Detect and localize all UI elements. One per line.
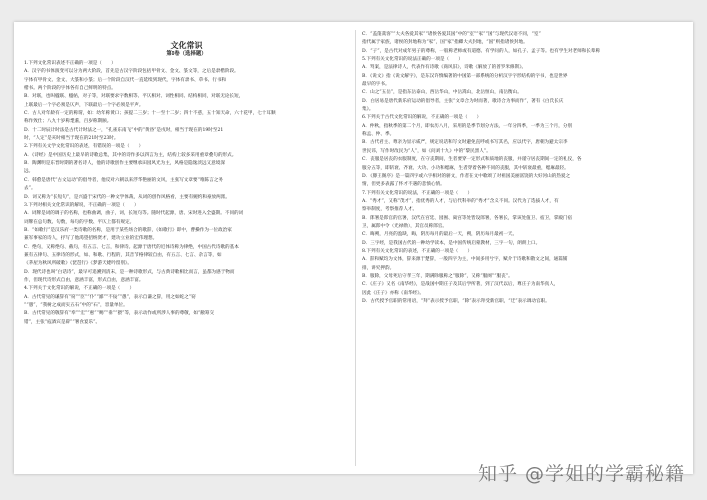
text-line: 上联最后一个字必须是仄声，下联最后一个字必须是平声。	[24, 102, 144, 108]
text-line: 情，但更多表露了怀才不遇的悲愤心情。	[362, 182, 445, 188]
text-line: 称作致仕；八九十岁称耄耋，百岁称期颐。	[24, 119, 112, 125]
text-line: 7.下列有关文化常识的说法，不正确的一项是（ ）	[362, 190, 473, 196]
text-line: D．“子”，是古代对成年男子的尊称，一般称老师或有道德、有学问的人，如孔子、孟子等。也有学生对老师和长辈称	[362, 48, 601, 54]
text-line: 2.下列有关文学文化常识的表述，有错误的一项是（ ）	[24, 144, 144, 150]
text-line: C．《庄子》又名《南华经》，是战国中期庄子及其后学所著，到了汉代以后，尊庄子为南华真人，	[362, 282, 559, 288]
text-line: 8.下列有关文化常识的表述，不正确的一项是（ ）	[362, 248, 473, 254]
text-line: 1.下列文化常识表述不正确的一项是（ ）	[24, 61, 116, 66]
text-line: 去”。	[24, 186, 36, 192]
text-line: 作，但现代诗形式自由，意涵丰富，形式自由，意涵丰富。	[24, 277, 144, 283]
text-line: B．郎署是郎官的官署，汉代在宫廷、园囿、离宫等处皆设郎署，各署长，掌该处值卫、宿卫，掌殿门宿	[362, 215, 573, 221]
text-line: 5.下列有关文化常识的说法正确的一项是（ ）	[362, 57, 463, 63]
text-line: 察举制度，考察推荐人才。	[362, 207, 418, 213]
document-page	[14, 22, 693, 474]
text-line: D．白居易是唐代新乐府运动的倡导者，主张“文章合为时而著，歌诗合为事而作”，著有《白氏长庆	[362, 98, 564, 104]
text-line: A．《诗经》是中国历史上最早的诗歌总集，其中的诗作多以四言为主，结构上较多采用重章叠句的形式。	[24, 152, 237, 158]
text-line: 服分五等，即斩衰、齐衰、大功、小功和缌麻，生者穿着各种不同的丧服，其中斩衰最重，缌麻最轻。	[362, 165, 569, 171]
text-line: 兼有五律句、五律诗的形式，如、和歌、行程的，其音节格律较自由，有五言、七言、杂言等，如	[24, 252, 222, 258]
text-line: A．仲秋，指秋季的第二个月，即农历八月，采用的是季节划分方法，一年分四季，一季为三个月，分别	[362, 123, 573, 129]
text-line: D．词又称为“长短句”，是兴盛于宋代的一种文学体裁，从词的创作风格看，主要有婉约和豪放两派。	[24, 194, 230, 200]
text-line: 词牌在总句数、句数，每句的字数、平仄上都有规定。	[24, 219, 135, 225]
text-line: A．词牌是词的调子的名称，也称曲调，曲子，词，长短句等。随时代起源，唐、宋时进入全盛期。不同的词	[24, 211, 244, 217]
right-text-block	[362, 31, 684, 306]
text-line: B．古代君主、尊亲为显示威严，规定说话和写文时避免直呼或书写其名，应以代字，唐朝为避太宗李	[362, 140, 568, 146]
text-line: D．古代授予官职的常用语，“拜”表示授予官职，“除”表示拜受新官职，“迁”表示调动官职。	[362, 299, 550, 304]
text-line: D．三字经，是我国古代的一种幼学读本，是中国传统启蒙教材，三字一句，朗朗上口。	[362, 240, 541, 246]
text-line: C．山之“五岳”，是指东岳泰山，西岳华山，中岳嵩山，北岳恒山，南岳衡山。	[362, 90, 522, 96]
text-line: 6.下列关于古代文化常识的解说，不正确的一项是（ ）	[362, 115, 482, 121]
text-line: D．《滕王阁序》是一篇四字或六字相对的骈文，作者在文中歌颂了对祖国美丽富饶的大好河山的热爱之	[362, 173, 571, 179]
text-line: 《茅屋为秋风所破歌》《琵琶行》《梦游天姥吟留别》。	[24, 261, 132, 267]
text-line: B．对联，也叫楹联、楹帖，对子等，对联要求字数相等、平仄相对、词性相同、结构相同，对联无论长短，	[24, 94, 244, 100]
text-line: 称孟、仲、季。	[362, 132, 395, 138]
text-line: 最早的字书。	[362, 82, 390, 88]
text-line: B．“如歌行”是汉乐府一类诗歌的名称，是用于某些场合的歌辞，《如歌行》即中，曹操作为一位政治家	[24, 227, 232, 233]
text-line: 卫，属郎中令（光禄勋），其官员称郎官。	[362, 223, 447, 229]
text-line: A．古代常见的谦辞有“窃”“臣”“仆”“鄙”“不佞”“愚”，表示自谦之辞，用之如蛇之“窃	[24, 294, 196, 300]
right-column	[362, 22, 684, 474]
text-line: B．《说文》指《说文解字》，是东汉许慎编著的中国第一部系统的分析汉字字形结构的字书，也是世界	[362, 73, 568, 79]
text-line: 因此《庄子》亦称《南华经》。	[362, 290, 425, 296]
left-text-block	[24, 60, 349, 327]
text-line: 4.下列关于文化常识的解说，不正确的一项是（ ）	[24, 286, 135, 292]
text-line: C．古人对年龄有一定的称谓，如：幼年称黄口；孩提二三岁；十一至十二岁；四十不惑，五十知天命，六十花甲，七十耳顺	[24, 111, 276, 117]
text-line: 错”，主张“庖酒宾是辟”“署食宴乐”。	[24, 319, 101, 325]
text-line: ”“愚”，“我树之成而实五石”中的“石”，容量单位。	[24, 302, 128, 308]
text-line: 排，讲究押韵。	[362, 265, 395, 271]
document-subtitle: 第Ⅰ卷（选择题）	[166, 51, 207, 57]
text-line: 3.下列对相关文化常识的解说，不正确的一项是（ ）	[24, 202, 139, 208]
column-divider	[355, 30, 356, 466]
text-line: B．古代常见的敬辞有“奉”“宏”“惠”“赐”“垂”“猥”等，表示动作或所涉人事的尊敬，如“敝筹交	[24, 311, 215, 317]
text-line: 楷书。两个阶段的字体各有自己鲜明的特点。	[24, 86, 116, 92]
text-line: C．绝句，又称绝句、截句，有五言、七言，和律诗。起源于唐代的近体诗称为律绝，中国古代诗歌的基本	[24, 244, 239, 250]
text-line: A．辞和赋均为文体，辞来源于楚辞，一般四字为主，中间多用兮字，赋介于诗歌和散文之间，通篇铺	[362, 257, 568, 263]
text-line: A．“秀才”，又称“茂才”，指优秀的人才，与后代科举的“秀才”含义不同。汉代为了选拔人才，有	[362, 198, 559, 204]
text-line: 世民讳，写作时改民为“人”，如《问刘十九》中的“黎民黑人”。	[362, 148, 491, 154]
text-line: 兼军事家的诗人，抒写了他渴望招纳贤才，建功立业的宏伟理想。	[24, 236, 158, 242]
text-line: A．骂案，是法律诗人，代表作有诗歌《商风旧》，诗歌《解放了的普罗米修斯》。	[362, 65, 527, 71]
text-line: C．晦朔，月亮的盈缺，晦，阴历每月的最后一天，朔，阴历每月最初一天。	[362, 232, 518, 238]
text-line: C．韩愈是唐代“古文运动”的倡导者，他反对六朝以来浮华艳丽的文风，主张写文章要“唯陈言之务	[24, 177, 223, 183]
document-title: 文化常识	[170, 40, 203, 50]
text-line: B．服除，父母死后守孝三年，期满除服称之“服除”，又称“服阕”“服丧”。	[362, 273, 513, 279]
text-line: 集》。	[362, 107, 374, 113]
text-line: D．十二时辰计时法是古代计时法之一，“孔雀东南飞”中的“黄昏”是戌时，相当于现在的19时至21	[24, 127, 224, 133]
text-line: D．现代诗也叫“白话诗”，最早可追溯到清末，是一种诗歌形式，与古典诗歌相比而言，虽都为感于物而	[24, 269, 235, 275]
text-line: A．汉字的书体演变可以分为两大阶段，首先是古汉字阶段包括甲骨文、金文、篆文等，之后是隶楷阶段。	[24, 69, 239, 75]
text-line: C．丧服是居丧的衣服制度，在守丧期间，生者要穿一定形式和质地的丧服，并谨守居丧期间一定的礼仪，各	[362, 157, 582, 163]
text-line: 时，“人定”是亥时相当于现在的21时至23时。	[24, 136, 119, 142]
left-column	[24, 22, 349, 474]
text-line: C．“盖蓬蒿客”“大夫各爱其家”“诸侯各爱其国”中的“室”“家”“国”与现代汉语不同，“室”	[362, 32, 541, 37]
text-line: 远。	[24, 169, 34, 175]
text-line: B．陶渊明是东晋时期的著名诗人，他的诗歌创作主要继承田园风光为主，风格是隐逸淡远又意境深	[24, 161, 225, 167]
text-line: 指代属于家族，诸侯的封地称为“家”，国“家”指卿大夫封地，“国”则指诸侯封地。	[362, 40, 528, 46]
zhihu-watermark: 知乎 @学姐的学霸秘籍	[477, 463, 685, 485]
text-line: 字体有甲骨文、金文、大篆和小篆；后一个阶段自汉代一直延续到现代，字体有隶书、草书、行书和	[24, 77, 227, 83]
